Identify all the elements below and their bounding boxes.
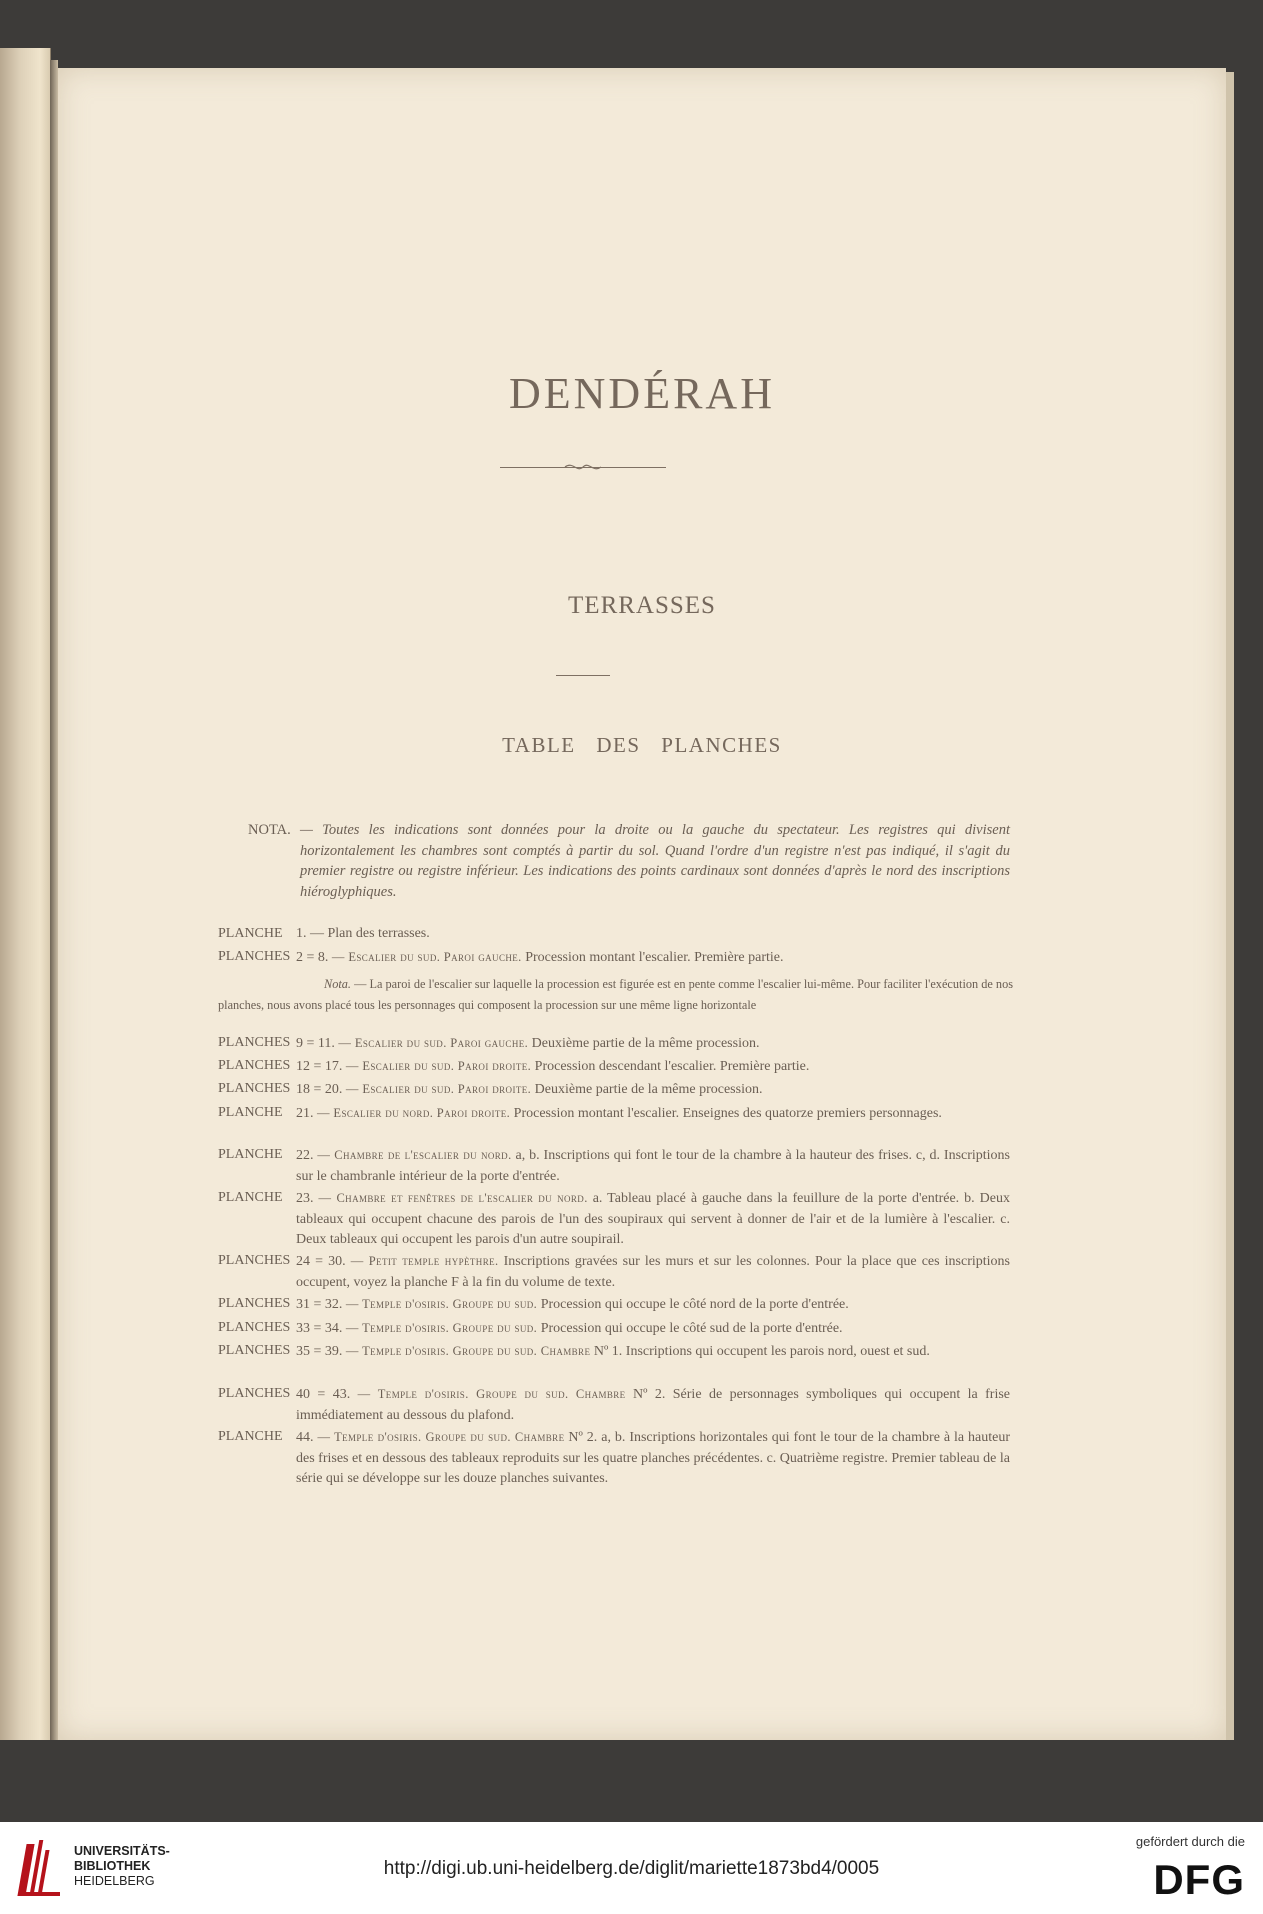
left-page-edge	[0, 48, 51, 1740]
funding-label: gefördert durch die	[1135, 1834, 1245, 1849]
list-item: PLANCHE 23. — Chambre et fenêtres de l'escalier du nord. a. Tableau placé à gauche dans la feuillure de la porte d'entrée. b. Deux tableaux qui occupent chacune des parois de l'un des soupiraux qui servent à donner de l'air et de la lumière à l'escalier. c. Deux tableaux qui occupent les parois d'un autre soupirail.	[218, 1190, 1011, 1247]
list-item: PLANCHE 1. — Plan des terrasses.	[218, 926, 430, 941]
section-heading: TABLE DES PLANCHES	[502, 733, 782, 757]
list-item: PLANCHES 40 = 43. — Temple d'osiris. Groupe du sud. Chambre Nº 2. Série de personnages symboliques qui occupent la frise immédiatement au dessous du plafond.	[218, 1386, 1011, 1423]
document-url[interactable]: http://digi.ub.uni-heidelberg.de/diglit/mariette1873bd4/0005	[383, 1858, 880, 1879]
ornament-flourish	[563, 461, 603, 473]
list-item: PLANCHE 44. — Temple d'osiris. Groupe du sud. Chambre Nº 2. a, b. Inscriptions horizontales qui font le tour de la chambre à la hauteur des frises et en dessous des tableaux reproduits sur les quatre planches précédentes. c. Quatrième registre. Premier tableau de la série qui se développe sur les douze planches suivantes.	[218, 1429, 1011, 1486]
nota-label: NOTA.	[248, 822, 291, 838]
list-item: PLANCHE 21. — Escalier du nord. Paroi droite. Procession montant l'escalier. Enseignes des quatorze premiers personnages.	[218, 1105, 942, 1121]
nota-text: — Toutes les indications sont données pour la droite ou la gauche du spectateur. Les registres qui divisent horizontalement les chambres sont comptés à partir du sol. Quand l'ordre d'un registre n'est pas indiqué, il s'agit du premier registre ou registre inférieur. Les indications des points cardinaux sont données d'après le nord des inscriptions hiéroglyphiques.	[300, 822, 1010, 900]
list-item: PLANCHES 33 = 34. — Temple d'osiris. Groupe du sud. Procession qui occupe le côté sud de la porte d'entrée.	[218, 1320, 843, 1336]
nota-paragraph	[248, 820, 1010, 902]
list-item: PLANCHES 2 = 8. — Escalier du sud. Paroi gauche. Procession montant l'escalier. Première partie.	[218, 949, 784, 965]
page-title: DENDÉRAH	[509, 369, 775, 418]
list-item: PLANCHE 22. — Chambre de l'escalier du nord. a, b. Inscriptions qui font le tour de la chambre à la hauteur des frises. c, d. Inscriptions sur le chambranle intérieur de la porte d'entrée.	[218, 1147, 1011, 1184]
list-item: PLANCHES 35 = 39. — Temple d'osiris. Groupe du sud. Chambre Nº 1. Inscriptions qui occupent les parois nord, ouest et sud.	[218, 1343, 930, 1359]
list-item: PLANCHES 24 = 30. — Petit temple hypèthre. Inscriptions gravées sur les murs et sur les colonnes. Pour la place que ces inscriptions occupent, voyez la planche F à la fin du volume de texte.	[218, 1253, 1011, 1290]
viewer-footer	[0, 1822, 1263, 1914]
list-item: PLANCHES 31 = 32. — Temple d'osiris. Groupe du sud. Procession qui occupe le côté nord de la porte d'entrée.	[218, 1296, 849, 1312]
note-paragraph	[218, 974, 1013, 1016]
list-item: PLANCHES 18 = 20. — Escalier du sud. Paroi droite. Deuxième partie de la même procession.	[218, 1081, 763, 1097]
dfg-logo-icon: DFG	[1153, 1856, 1245, 1903]
document-page	[58, 68, 1226, 1740]
divider-short	[556, 675, 610, 676]
note-text: — La paroi de l'escalier sur laquelle la procession est figurée est en pente comme l'escalier lui-même. Pour faciliter l'exécution de nos planches, nous avons placé tous les personnages qui composent la procession sur une même ligne horizontale	[218, 977, 1013, 1012]
list-item: PLANCHES 12 = 17. — Escalier du sud. Paroi droite. Procession descendant l'escalier. Première partie.	[218, 1058, 810, 1074]
note-label: Nota.	[324, 977, 351, 991]
page-subtitle: TERRASSES	[568, 592, 716, 619]
library-name: UNIVERSITÄTS- BIBLIOTHEK HEIDELBERG	[74, 1844, 170, 1888]
list-item: PLANCHES 9 = 11. — Escalier du sud. Paroi gauche. Deuxième partie de la même procession.	[218, 1035, 760, 1051]
page-edge	[1226, 72, 1234, 1740]
book-gutter	[50, 60, 58, 1740]
